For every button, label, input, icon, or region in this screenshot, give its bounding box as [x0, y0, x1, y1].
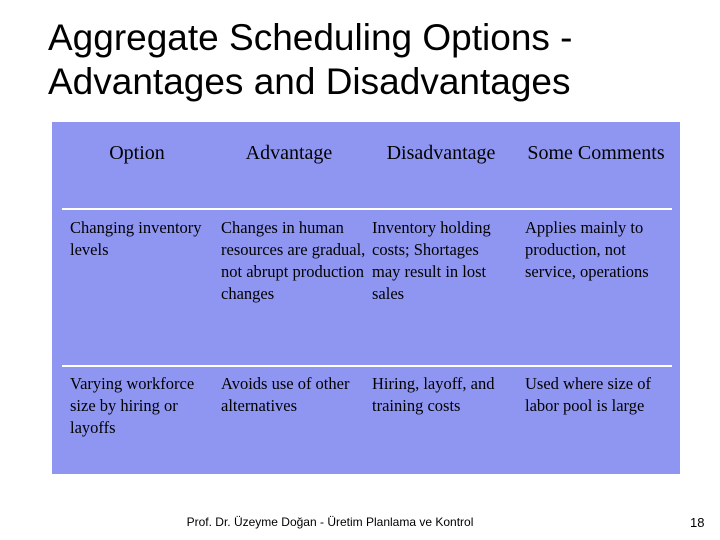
- page-number: 18: [690, 515, 705, 530]
- column-header-option: Option: [109, 142, 165, 164]
- table-cell-disadvantage: Hiring, layoff, and training costs: [372, 374, 495, 415]
- column-header-disadvantage: Disadvantage: [386, 142, 496, 164]
- table-cell-disadvantage: Inventory holding costs; Shortages may result in lost sales: [372, 218, 491, 303]
- table-cell-advantage: Avoids use of other alternatives: [221, 374, 350, 415]
- column-header-comments: Some Comments: [527, 142, 665, 164]
- column-header-advantage: Advantage: [245, 142, 333, 164]
- table-cell-comments: Applies mainly to production, not service, operations: [525, 218, 649, 281]
- slide-title: [48, 16, 708, 104]
- table-divider: [62, 365, 672, 367]
- slide-title-line-2: Advantages and Disadvantages: [48, 61, 571, 102]
- slide-title-line-1: Aggregate Scheduling Options -: [48, 17, 573, 58]
- table-cell-comments: Used where size of labor pool is large: [525, 374, 651, 415]
- table-cell-advantage: Changes in human resources are gradual, not abrupt production changes: [221, 218, 366, 303]
- table-cell-option: Changing inventory levels: [70, 218, 202, 259]
- table-divider: [62, 208, 672, 210]
- table-cell-option: Varying workforce size by hiring or layoffs: [70, 374, 195, 437]
- slide-footer: Prof. Dr. Üzeyme Doğan - Üretim Planlama ve Kontrol: [186, 515, 474, 529]
